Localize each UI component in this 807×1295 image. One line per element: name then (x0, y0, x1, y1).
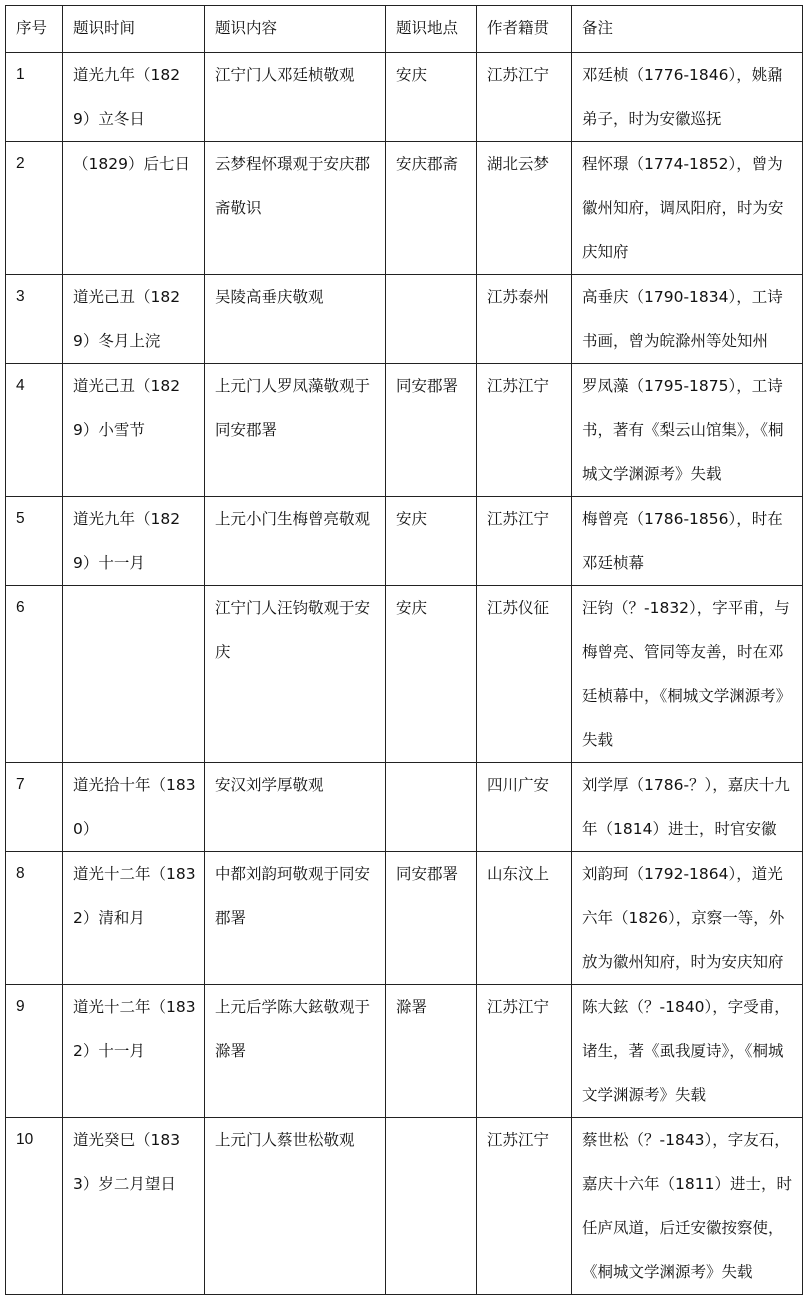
inscription-place-cell (386, 1118, 477, 1295)
remark-cell: 蔡世松（？-1843），字友石，嘉庆十六年（1811）进士，时任庐凤道，后迁安徽按察使，《桐城文学渊源考》失载 (572, 1118, 803, 1295)
header-number: 序号 (6, 6, 63, 53)
inscription-place-cell: 同安郡署 (386, 852, 477, 985)
table-header (6, 6, 803, 53)
inscription-time-cell: 道光癸巳（1833）岁二月望日 (63, 1118, 205, 1295)
header-row (6, 6, 803, 53)
table-row (6, 852, 803, 985)
inscription-content-cell: 吴陵高垂庆敬观 (205, 275, 386, 364)
row-number-cell: 2 (6, 142, 63, 275)
author-origin-cell: 江苏江宁 (477, 985, 572, 1118)
inscription-place-cell: 安庆 (386, 497, 477, 586)
inscription-content-cell: 江宁门人汪钧敬观于安庆 (205, 586, 386, 763)
inscription-place-cell: 安庆 (386, 586, 477, 763)
inscription-time-cell: 道光十二年（1832）十一月 (63, 985, 205, 1118)
author-origin-cell: 湖北云梦 (477, 142, 572, 275)
remark-cell: 陈大鉉（？-1840），字受甫，诸生，著《虱我厦诗》，《桐城文学渊源考》失载 (572, 985, 803, 1118)
row-number-cell: 1 (6, 53, 63, 142)
header-content: 题识内容 (205, 6, 386, 53)
inscription-time-cell: 道光九年（1829）十一月 (63, 497, 205, 586)
header-origin: 作者籍贯 (477, 6, 572, 53)
row-number-cell: 5 (6, 497, 63, 586)
inscription-time-cell: 道光己丑（1829）冬月上浣 (63, 275, 205, 364)
author-origin-cell: 江苏江宁 (477, 1118, 572, 1295)
inscription-time-cell: 道光己丑（1829）小雪节 (63, 364, 205, 497)
table-row (6, 275, 803, 364)
inscription-content-cell: 上元门人罗凤藻敬观于同安郡署 (205, 364, 386, 497)
remark-cell: 梅曾亮（1786-1856），时在邓廷桢幕 (572, 497, 803, 586)
author-origin-cell: 江苏泰州 (477, 275, 572, 364)
table-body (6, 53, 803, 1295)
inscription-time-cell: 道光拾十年（1830） (63, 763, 205, 852)
remark-cell: 高垂庆（1790-1834），工诗书画，曾为皖滁州等处知州 (572, 275, 803, 364)
table-row (6, 53, 803, 142)
row-number-cell: 10 (6, 1118, 63, 1295)
inscription-content-cell: 中都刘韵珂敬观于同安郡署 (205, 852, 386, 985)
inscription-content-cell: 上元门人蔡世松敬观 (205, 1118, 386, 1295)
row-number-cell: 3 (6, 275, 63, 364)
remark-cell: 刘学厚（1786-？），嘉庆十九年（1814）进士，时官安徽 (572, 763, 803, 852)
inscription-content-cell: 江宁门人邓廷桢敬观 (205, 53, 386, 142)
table-row (6, 1118, 803, 1295)
header-time: 题识时间 (63, 6, 205, 53)
row-number-cell: 9 (6, 985, 63, 1118)
row-number-cell: 4 (6, 364, 63, 497)
inscription-time-cell (63, 586, 205, 763)
inscription-table (5, 5, 803, 1295)
row-number-cell: 6 (6, 586, 63, 763)
author-origin-cell: 江苏江宁 (477, 364, 572, 497)
author-origin-cell: 江苏江宁 (477, 497, 572, 586)
table-row (6, 763, 803, 852)
row-number-cell: 7 (6, 763, 63, 852)
remark-cell: 刘韵珂（1792-1864），道光六年（1826），京察一等，外放为徽州知府，时为安庆知府 (572, 852, 803, 985)
inscription-content-cell: 上元小门生梅曾亮敬观 (205, 497, 386, 586)
inscription-time-cell: 道光十二年（1832）清和月 (63, 852, 205, 985)
remark-cell: 程怀璟（1774-1852），曾为徽州知府，调凤阳府，时为安庆知府 (572, 142, 803, 275)
remark-cell: 汪钧（？-1832），字平甫，与梅曾亮、管同等友善，时在邓廷桢幕中，《桐城文学渊源考》失载 (572, 586, 803, 763)
author-origin-cell: 江苏仪征 (477, 586, 572, 763)
table-row (6, 364, 803, 497)
inscription-place-cell: 安庆郡斋 (386, 142, 477, 275)
inscription-place-cell (386, 763, 477, 852)
author-origin-cell: 四川广安 (477, 763, 572, 852)
inscription-place-cell (386, 275, 477, 364)
inscription-time-cell: 道光九年（1829）立冬日 (63, 53, 205, 142)
author-origin-cell: 山东汶上 (477, 852, 572, 985)
remark-cell: 邓廷桢（1776-1846），姚鼐弟子，时为安徽巡抚 (572, 53, 803, 142)
header-note: 备注 (572, 6, 803, 53)
table-row (6, 142, 803, 275)
remark-cell: 罗凤藻（1795-1875），工诗书，著有《梨云山馆集》，《桐城文学渊源考》失载 (572, 364, 803, 497)
inscription-place-cell: 安庆 (386, 53, 477, 142)
inscription-time-cell: （1829）后七日 (63, 142, 205, 275)
inscription-place-cell: 滁署 (386, 985, 477, 1118)
author-origin-cell: 江苏江宁 (477, 53, 572, 142)
table-row (6, 586, 803, 763)
inscription-place-cell: 同安郡署 (386, 364, 477, 497)
inscription-content-cell: 安汉刘学厚敬观 (205, 763, 386, 852)
table-row (6, 497, 803, 586)
row-number-cell: 8 (6, 852, 63, 985)
table-row (6, 985, 803, 1118)
inscription-content-cell: 上元后学陈大鉉敬观于滁署 (205, 985, 386, 1118)
header-place: 题识地点 (386, 6, 477, 53)
inscription-content-cell: 云梦程怀璟观于安庆郡斋敬识 (205, 142, 386, 275)
